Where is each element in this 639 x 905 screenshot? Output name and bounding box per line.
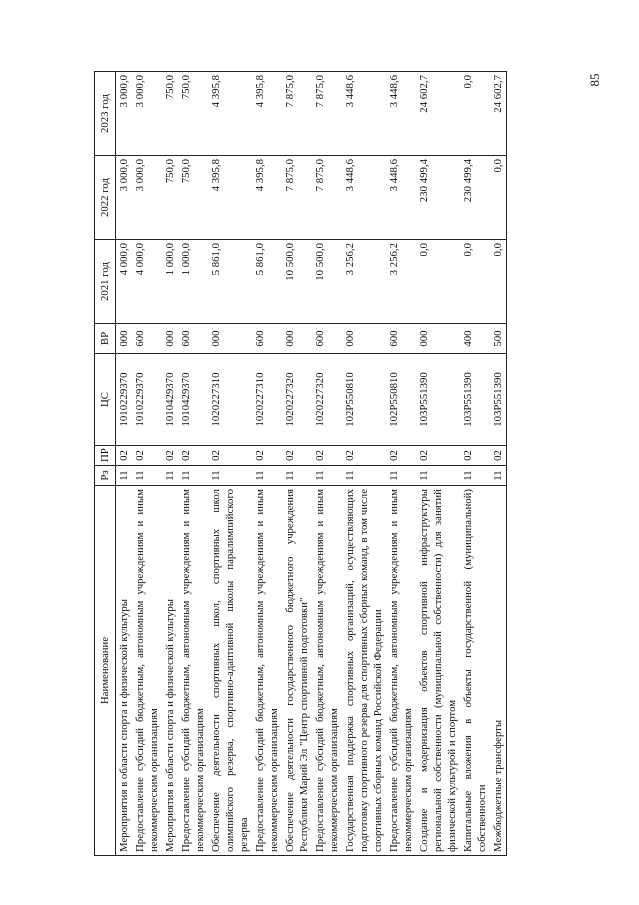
budget-table-rotated	[94, 72, 526, 856]
cell-pr: 02	[132, 446, 162, 466]
table-row	[460, 72, 490, 856]
cell-2022: 750,0	[162, 156, 178, 240]
cell-cs: 103P551390	[416, 354, 460, 446]
cell-2023: 3 448,6	[342, 72, 386, 156]
cell-cs: 102P550810	[386, 354, 416, 446]
cell-2022: 3 448,6	[386, 156, 416, 240]
table-row	[282, 72, 312, 856]
cell-2022: 3 000,0	[132, 156, 162, 240]
cell-rz: 11	[342, 466, 386, 486]
cell-cs: 1020227310	[208, 354, 252, 446]
cell-2021: 1 000,0	[162, 240, 178, 324]
cell-pr: 02	[386, 446, 416, 466]
table-row	[208, 72, 252, 856]
cell-pr: 02	[282, 446, 312, 466]
cell-rz: 11	[178, 466, 208, 486]
cell-name: Капитальные вложения в объекты государственной (муниципальной) собственности	[460, 486, 490, 856]
cell-pr: 02	[116, 446, 133, 466]
cell-rz: 11	[162, 466, 178, 486]
cell-2022: 4 395,8	[252, 156, 282, 240]
cell-rz: 11	[208, 466, 252, 486]
table-body	[116, 72, 507, 856]
cell-cs: 1010429370	[162, 354, 178, 446]
cell-2023: 4 395,8	[208, 72, 252, 156]
cell-2022: 230 499,4	[460, 156, 490, 240]
cell-vr: 600	[252, 324, 282, 354]
cell-vr: 000	[282, 324, 312, 354]
cell-2021: 5 861,0	[208, 240, 252, 324]
cell-cs: 1020227310	[252, 354, 282, 446]
cell-vr: 600	[178, 324, 208, 354]
cell-2023: 3 000,0	[132, 72, 162, 156]
cell-pr: 02	[342, 446, 386, 466]
table-row	[386, 72, 416, 856]
cell-rz: 11	[116, 466, 133, 486]
cell-2023: 24 602,7	[490, 72, 507, 156]
cell-2022: 3 000,0	[116, 156, 133, 240]
cell-cs: 1010429370	[178, 354, 208, 446]
cell-cs: 1020227320	[312, 354, 342, 446]
header-vr: ВР	[95, 324, 116, 354]
cell-cs: 1010229370	[132, 354, 162, 446]
cell-2022: 0,0	[490, 156, 507, 240]
cell-2021: 4 000,0	[116, 240, 133, 324]
cell-pr: 02	[178, 446, 208, 466]
cell-vr: 600	[386, 324, 416, 354]
table-row	[252, 72, 282, 856]
cell-2022: 7 875,0	[312, 156, 342, 240]
cell-2023: 0,0	[460, 72, 490, 156]
cell-rz: 11	[490, 466, 507, 486]
cell-2023: 4 395,8	[252, 72, 282, 156]
cell-pr: 02	[490, 446, 507, 466]
cell-2022: 230 499,4	[416, 156, 460, 240]
cell-name: Государственная поддержка спортивных организаций, осуществляющих подготовку спортивного резерва для спортивных сборных команд, в том числе спортивных сборных команд Российской Федерации	[342, 486, 386, 856]
header-cs: ЦС	[95, 354, 116, 446]
cell-cs: 102P550810	[342, 354, 386, 446]
header-2023: 2023 год	[95, 72, 116, 156]
table-row	[132, 72, 162, 856]
cell-name: Обеспечение деятельности государственного бюджетного учреждения Республики Марий Эл "Центр спортивной подготовки"	[282, 486, 312, 856]
cell-2021: 10 500,0	[312, 240, 342, 324]
cell-rz: 11	[132, 466, 162, 486]
cell-2021: 1 000,0	[178, 240, 208, 324]
cell-rz: 11	[312, 466, 342, 486]
header-rz: Рз	[95, 466, 116, 486]
budget-table	[94, 71, 507, 856]
cell-2021: 5 861,0	[252, 240, 282, 324]
header-2021: 2021 год	[95, 240, 116, 324]
cell-name: Предоставление субсидий бюджетным, автономным учреждениям и иным некоммерческим организациям	[178, 486, 208, 856]
cell-rz: 11	[416, 466, 460, 486]
cell-2023: 750,0	[162, 72, 178, 156]
cell-2023: 7 875,0	[282, 72, 312, 156]
cell-vr: 000	[162, 324, 178, 354]
cell-name: Предоставление субсидий бюджетным, автономным учреждениям и иным некоммерческим организациям	[386, 486, 416, 856]
cell-name: Мероприятия в области спорта и физической культуры	[116, 486, 133, 856]
page-number: 85	[587, 73, 602, 87]
cell-name: Предоставление субсидий бюджетным, автономным учреждениям и иным некоммерческим организациям	[132, 486, 162, 856]
cell-2022: 4 395,8	[208, 156, 252, 240]
cell-vr: 000	[116, 324, 133, 354]
cell-2021: 0,0	[416, 240, 460, 324]
cell-2023: 7 875,0	[312, 72, 342, 156]
table-row	[342, 72, 386, 856]
cell-vr: 500	[490, 324, 507, 354]
cell-2021: 3 256,2	[386, 240, 416, 324]
header-2022: 2022 год	[95, 156, 116, 240]
cell-pr: 02	[162, 446, 178, 466]
cell-rz: 11	[386, 466, 416, 486]
cell-2023: 24 602,7	[416, 72, 460, 156]
table-row	[116, 72, 133, 856]
table-row	[178, 72, 208, 856]
cell-cs: 103P551390	[460, 354, 490, 446]
cell-2021: 3 256,2	[342, 240, 386, 324]
cell-vr: 000	[342, 324, 386, 354]
cell-2022: 7 875,0	[282, 156, 312, 240]
cell-2023: 3 000,0	[116, 72, 133, 156]
cell-pr: 02	[312, 446, 342, 466]
cell-pr: 02	[416, 446, 460, 466]
cell-pr: 02	[252, 446, 282, 466]
cell-cs: 103P551390	[490, 354, 507, 446]
cell-vr: 600	[132, 324, 162, 354]
cell-vr: 000	[208, 324, 252, 354]
cell-cs: 1020227320	[282, 354, 312, 446]
cell-rz: 11	[252, 466, 282, 486]
header-name: Наименование	[95, 486, 116, 856]
cell-pr: 02	[460, 446, 490, 466]
cell-vr: 400	[460, 324, 490, 354]
table-row	[312, 72, 342, 856]
table-row	[490, 72, 507, 856]
cell-2021: 0,0	[460, 240, 490, 324]
cell-vr: 600	[312, 324, 342, 354]
cell-2022: 750,0	[178, 156, 208, 240]
cell-name: Мероприятия в области спорта и физической культуры	[162, 486, 178, 856]
cell-name: Предоставление субсидий бюджетным, автономным учреждениям и иным некоммерческим организациям	[312, 486, 342, 856]
cell-2021: 4 000,0	[132, 240, 162, 324]
cell-vr: 000	[416, 324, 460, 354]
table-header-row	[95, 72, 116, 856]
cell-2023: 750,0	[178, 72, 208, 156]
cell-name: Создание и модернизация объектов спортивной инфраструктуры региональной собственности (муниципальной собственности) для занятий физической культурой и спортом	[416, 486, 460, 856]
cell-name: Межбюджетные трансферты	[490, 486, 507, 856]
cell-rz: 11	[282, 466, 312, 486]
cell-name: Предоставление субсидий бюджетным, автономным учреждениям и иным некоммерческим организациям	[252, 486, 282, 856]
cell-name: Обеспечение деятельности спортивных школ, спортивных школ олимпийского резерва, спортивно-адаптивной школы паралимпийского резерва	[208, 486, 252, 856]
cell-pr: 02	[208, 446, 252, 466]
cell-rz: 11	[460, 466, 490, 486]
table-row	[162, 72, 178, 856]
cell-cs: 1010229370	[116, 354, 133, 446]
header-pr: ПР	[95, 446, 116, 466]
cell-2022: 3 448,6	[342, 156, 386, 240]
cell-2021: 0,0	[490, 240, 507, 324]
cell-2021: 10 500,0	[282, 240, 312, 324]
table-row	[416, 72, 460, 856]
cell-2023: 3 448,6	[386, 72, 416, 156]
